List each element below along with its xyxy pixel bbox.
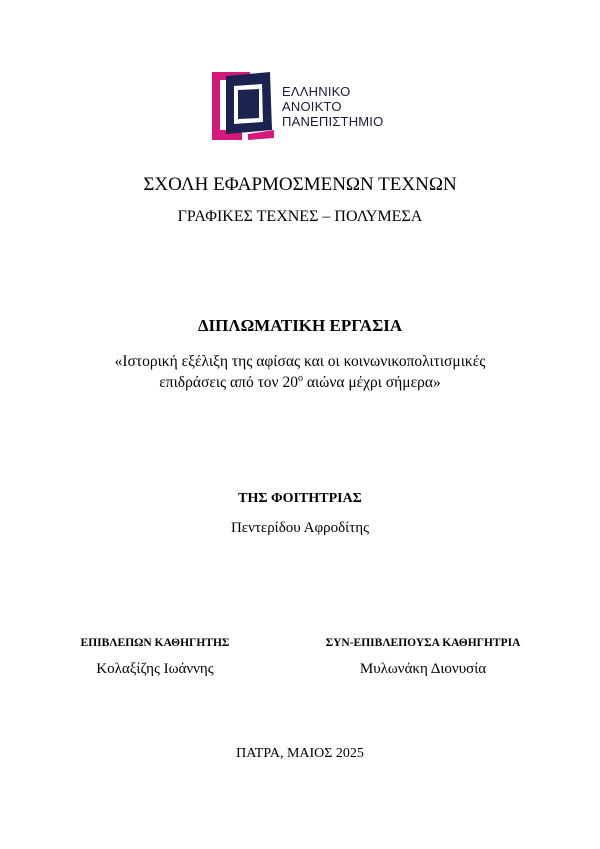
- school-name: ΣΧΟΛΗ ΕΦΑΡΜΟΣΜΕΝΩΝ ΤΕΧΝΩΝ: [143, 174, 457, 195]
- place-and-date: ΠΑΤΡΑ, ΜΑΙΟΣ 2025: [236, 746, 364, 761]
- thesis-title-line-1: «Ιστορική εξέλιξη της αφίσας και οι κοινωνικοπολιτισμικές: [114, 353, 486, 370]
- document-type: ΔΙΠΛΩΜΑΤΙΚΗ ΕΡΓΑΣΙΑ: [197, 316, 403, 335]
- student-label: ΤΗΣ ΦΟΙΤΗΤΡΙΑΣ: [238, 491, 362, 506]
- department-name: ΓΡΑΦΙΚΕΣ ΤΕΧΝΕΣ – ΠΟΛΥΜΕΣΑ: [177, 208, 423, 225]
- ordinal-superscript: ο: [297, 373, 303, 384]
- co-supervisor-name: Μυλωνάκη Διονυσία: [359, 661, 487, 677]
- university-logo-text: [282, 84, 383, 129]
- thesis-title-line-2-end: αιώνα μέχρι σήμερα»: [302, 374, 441, 392]
- thesis-title-line-2-start: επιδράσεις από τον 20: [159, 374, 298, 392]
- supervisor-label: ΕΠΙΒΛΕΠΩΝ ΚΑΘΗΓΗΤΗΣ: [80, 637, 230, 649]
- thesis-title-line-2: [0, 373, 600, 392]
- university-logo: [212, 72, 392, 140]
- logo-line-1: ΕΛΛΗΝΙΚΟ: [282, 84, 351, 99]
- logo-line-3: ΠΑΝΕΠΙΣΤΗΜΙΟ: [282, 114, 384, 129]
- supervisor-name: Κολαξίζης Ιωάννης: [96, 661, 214, 677]
- university-logo-mark: [212, 72, 276, 140]
- logo-line-2: ΑΝΟΙΚΤΟ: [282, 99, 342, 114]
- student-name: Πεντερίδου Αφροδίτης: [230, 520, 370, 536]
- co-supervisor-label: ΣΥΝ-ΕΠΙΒΛΕΠΟΥΣΑ ΚΑΘΗΓΗΤΡΙΑ: [325, 637, 521, 649]
